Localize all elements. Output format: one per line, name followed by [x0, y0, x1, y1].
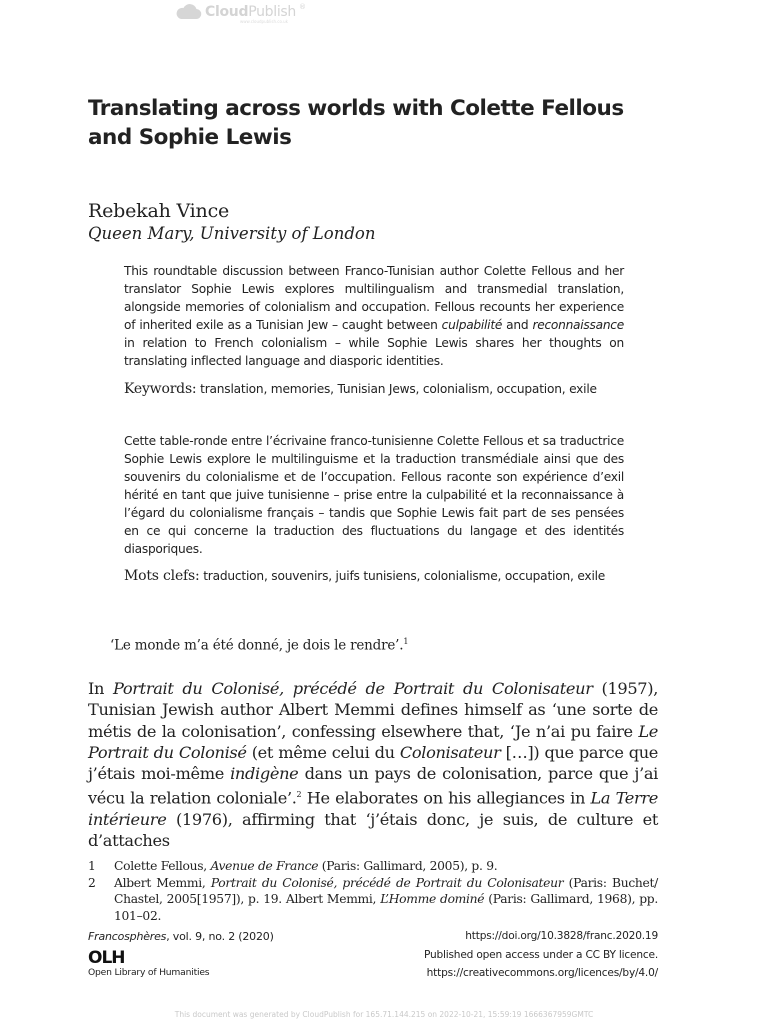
doi-link[interactable]: https://doi.org/10.3828/franc.2020.19 — [465, 930, 658, 942]
keywords-label: Keywords: — [124, 381, 197, 397]
cloudpublish-url: www.cloudpublish.co.uk — [240, 19, 288, 24]
olh-name: Open Library of Humanities — [88, 967, 210, 978]
footnote-number: 1 — [88, 859, 96, 873]
footnote-2: 2 Albert Memmi, Portrait du Colonisé, précédé de Portrait du Colonisateur (Paris: Buchet/ Chastel, 2005[1957]), p. 19. Albert Memmi, L’Homme dominé (Paris: Gallimard, 1968), pp. 101–02. — [88, 875, 658, 923]
footnote-1: 1 Colette Fellous, Avenue de France (Paris: Gallimard, 2005), p. 9. — [88, 859, 498, 873]
olh-mark: OLH — [88, 948, 125, 968]
journal-citation: Francosphères, vol. 9, no. 2 (2020) — [88, 930, 274, 943]
footnote-ref-2[interactable]: 2 — [296, 790, 302, 800]
license-link[interactable]: https://creativecommons.org/licences/by/4.0/ — [426, 967, 658, 979]
cloud-icon — [174, 3, 202, 21]
keywords-english: Keywords: translation, memories, Tunisian Jews, colonialism, occupation, exile — [124, 381, 597, 397]
footnotes — [88, 858, 658, 924]
abstract-french: Cette table-ronde entre l’écrivaine franco-tunisienne Colette Fellous et sa traductrice Sophie Lewis explore le multilinguisme et la traduction transmédiale ainsi que des souvenirs du colonialisme et de l’occupation. Fellous raconte son expérience d’exil hérité en tant que juive tunisienne – prise entre la culpabilité et la reconnaissance à l’égard du colonialisme français – tandis que Sophie Lewis fait part de ses pensées en ce qui concerne la traduction des fluctuations du langage et des identités diasporiques. — [124, 434, 624, 556]
title-line-1: Translating across worlds with Colette Fellous — [88, 96, 624, 121]
author-name: Rebekah Vince — [88, 200, 230, 222]
footnote-ref-1[interactable]: 1 — [403, 637, 409, 646]
registered-mark: ® — [299, 3, 306, 11]
footnote-number: 2 — [88, 875, 96, 890]
keywords-french: Mots clefs: traduction, souvenirs, juifs tunisiens, colonialisme, occupation, exile — [124, 568, 606, 584]
article-title — [88, 94, 648, 152]
olh-logo — [88, 950, 209, 978]
body-paragraph: In Portrait du Colonisé, précédé de Portrait du Colonisateur (1957), Tunisian Jewish author Albert Memmi defines himself as ‘une sorte de métis de la colonisation’, confessing elsewhere that, ‘Je n’ai pu faire Le Portrait du Colonisé (et même celui du Colonisateur […]) que parce que j’étais moi-même indigène dans un pays de colonisation, parce que j’ai vécu la relation coloniale’.$^2$ He elaborates on his allegiances in La Terre intérieure (1976), affirming that ‘j’étais donc, je suis, de culture et d’attaches — [88, 679, 659, 851]
title-line-2: and Sophie Lewis — [88, 125, 292, 150]
mots-clefs-label: Mots clefs: — [124, 568, 200, 584]
open-access-note: Published open access under a CC BY licence. — [423, 949, 658, 961]
abstract-english: This roundtable discussion between Franco-Tunisian author Colette Fellous and her translator Sophie Lewis explores multilingualism and transmedial translation, alongside memories of colonialism and occupation. Fellous recounts her experience of inherited exile as a Tunisian Jew – caught between culpabilité and reconnaissance in relation to French colonialism – while Sophie Lewis shares her thoughts on translating inflected language and diasporic identities. — [124, 264, 624, 368]
author-affiliation: Queen Mary, University of London — [88, 224, 376, 243]
epigraph: ‘Le monde m’a été donné, je dois le rendre’.$^1$ — [110, 637, 409, 654]
cloudpublish-brand: CloudPublish — [205, 4, 296, 20]
generated-note: This document was generated by CloudPublish for 165.71.144.215 on 2022-10-21, 15:59:19 1666367959GMTC — [174, 1010, 594, 1019]
